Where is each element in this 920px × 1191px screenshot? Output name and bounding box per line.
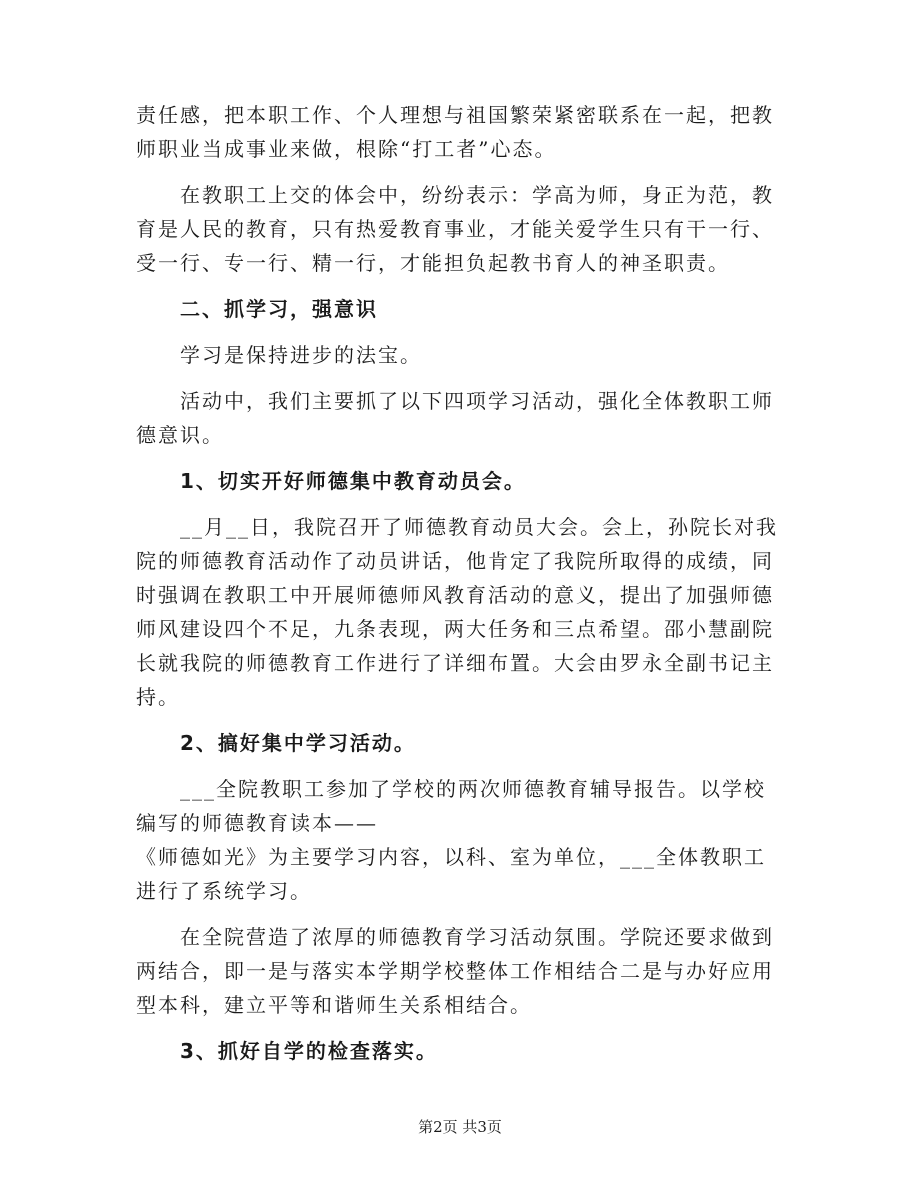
document-body (136, 98, 786, 1080)
paragraph-4: 活动中，我们主要抓了以下四项学习活动，强化全体教职工师德意识。 (136, 389, 774, 447)
page-footer: 第2页 共3页 (418, 1118, 502, 1136)
subheading-3: 3、抓好自学的检查落实。 (180, 1039, 438, 1063)
subheading-2: 2、搞好集中学习活动。 (180, 731, 416, 755)
paragraph-2: 在教职工上交的体会中，纷纷表示：学高为师，身正为范，教育是人民的教育，只有热爱教育事业，才能关爱学生只有干一行、受一行、专一行、精一行，才能担负起教书育人的神圣职责。 (136, 183, 774, 275)
subheading-1: 1、切实开好师德集中教育动员会。 (180, 469, 526, 493)
paragraph-5: __月__日，我院召开了师德教育动员大会。会上，孙院长对我院的师德教育活动作了动员讲话，他肯定了我院所取得的成绩，同时强调在教职工中开展师德师风教育活动的意义，提出了加强师德师风建设四个不足，九条表现，两大任务和三点希望。邵小慧副院长就我院的师德教育工作进行了详细布置。大会由罗永全副书记主持。 (136, 515, 778, 709)
paragraph-1: 责任感，把本职工作、个人理想与祖国繁荣紧密联系在一起，把教师职业当成事业来做，根除“打工者”心态。 (136, 103, 774, 161)
paragraph-3: 学习是保持进步的法宝。 (180, 343, 422, 367)
paragraph-6: ___全院教职工参加了学校的两次师德教育辅导报告。以学校编写的师德教育读本—— 《师德如光》为主要学习内容，以科、室为单位，___全体教职工进行了系统学习。 (136, 777, 766, 903)
section-heading-2: 二、抓学习，强意识 (180, 297, 378, 321)
paragraph-7: 在全院营造了浓厚的师德教育学习活动氛围。学院还要求做到两结合，即一是与落实本学期学校整体工作相结合二是与办好应用型本科，建立平等和谐师生关系相结合。 (136, 925, 774, 1017)
